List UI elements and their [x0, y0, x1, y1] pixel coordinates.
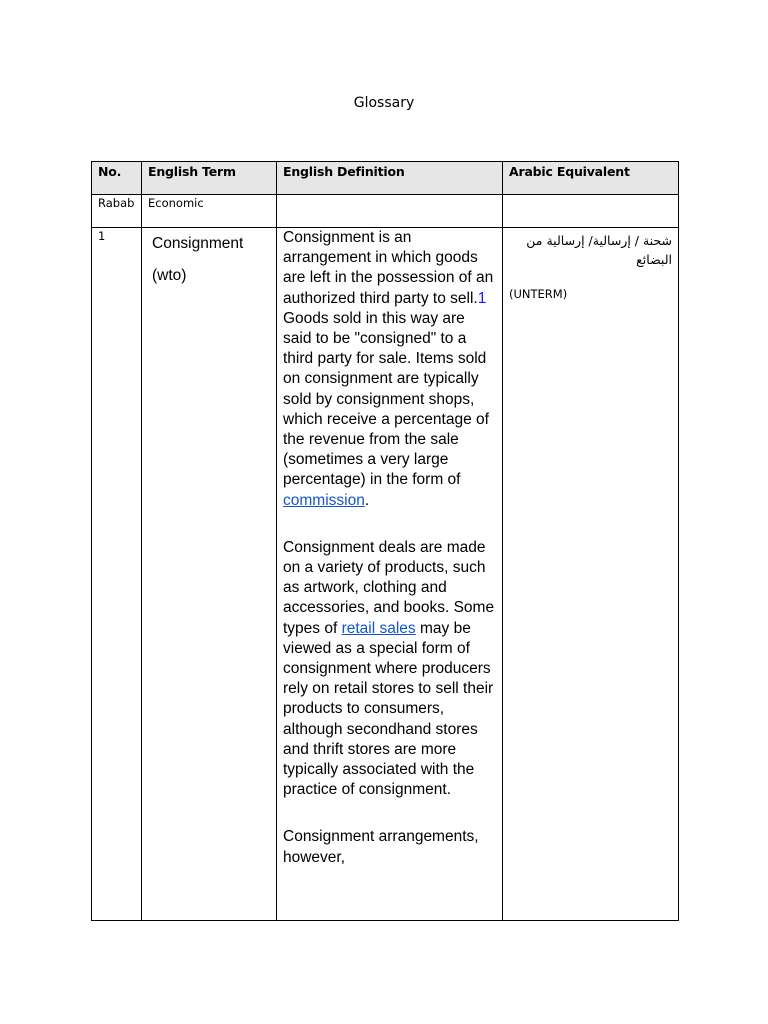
cell-no: Rabab — [92, 195, 142, 228]
definition-paragraph: Consignment deals are made on a variety of products, such as artwork, clothing and accessories, and books. Some types of retail sales may be viewed as a special form of consignment where producers rely on retail stores to sell their products to consumers, although secondhand stores and thrift stores are more typically associated with the practice of consignment. — [283, 538, 495, 799]
glossary-table — [91, 161, 679, 921]
page-title: Glossary — [353, 95, 415, 111]
arabic-source: (UNTERM) — [509, 287, 568, 301]
commission-link[interactable]: commission — [283, 491, 365, 509]
retail-sales-link[interactable]: retail sales — [341, 619, 416, 637]
cell-arabic — [503, 195, 679, 228]
term-source: (wto) — [152, 267, 187, 284]
term-text: Consignment — [152, 235, 244, 252]
arabic-equivalent: شحنة / إرسالية/ إرسالية من البضائع — [526, 233, 672, 267]
footnote-ref[interactable]: 1 — [477, 289, 487, 307]
header-english-definition: English Definition — [277, 162, 503, 195]
cell-no: 1 — [92, 228, 142, 921]
cell-definition — [277, 195, 503, 228]
header-english-term: English Term — [142, 162, 277, 195]
definition-paragraph: Consignment is an arrangement in which goods are left in the possession of an authorized third party to sell.1 Goods sold in this way are said to be "consigned" to a third party for sale. Items sold on consignment are typically sold by consignment shops, which receive a percentage of the revenue from the sale (sometimes a very large percentage) in the form of commission. — [283, 229, 494, 509]
header-no: No. — [92, 162, 142, 195]
cell-term — [142, 228, 277, 921]
cell-arabic — [503, 228, 679, 921]
table-row — [92, 228, 679, 921]
table-row — [92, 195, 679, 228]
cell-term: Economic — [142, 195, 277, 228]
header-arabic-equivalent: Arabic Equivalent — [503, 162, 679, 195]
cell-definition — [277, 228, 503, 921]
definition-paragraph: Consignment arrangements, however, — [283, 828, 479, 866]
table-header-row — [92, 162, 679, 195]
